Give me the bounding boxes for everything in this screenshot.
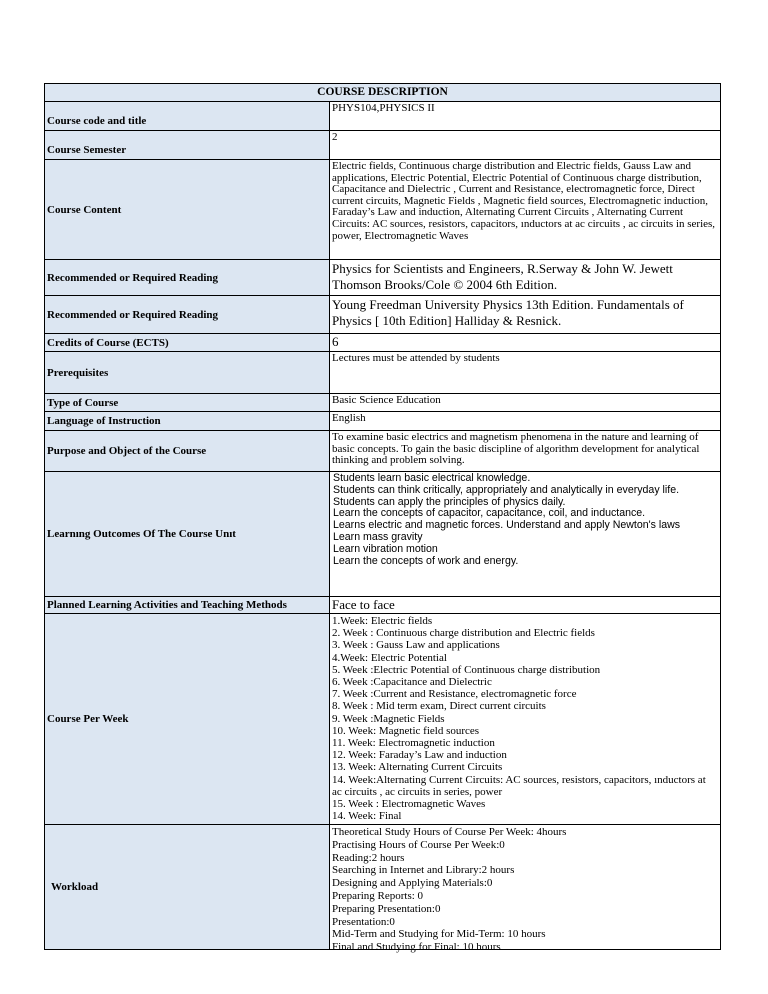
- week-item: 1.Week: Electric fields: [332, 615, 433, 627]
- outcome-item: Students can apply the principles of physics daily.: [333, 495, 566, 508]
- week-item: 11. Week: Electromagnetic induction: [332, 737, 495, 750]
- row-label: Course Semester: [45, 131, 330, 159]
- week-item: 7. Week :Current and Resistance, electromagnetic force: [332, 688, 577, 701]
- week-item: 13. Week: Alternating Current Circuits: [332, 761, 503, 774]
- row-value: English: [332, 412, 366, 424]
- row-value: Electric fields, Continuous charge distribution and Electric fields, Gauss Law and applications, Electric Potential, Electric Potential of Continuous charge distribution, Capacitance and Dielectric , Current and Resistance, electromagnetic force, Direct current circuits, Magnetic Fields , Magnetic field sources, Electromagnetic induction, Faraday’s Law and induction, Alternating Current Circuits , Alternating Current Circuits: AC sources, resistors, capacitors, ınductors at ac circuits , ac circuits in series, power, Electromagnetic Waves: [332, 160, 716, 242]
- row-label: Course code and title: [45, 102, 330, 130]
- week-item: 4.Week: Electric Potential: [332, 651, 447, 664]
- workload-item: Searching in Internet and Library:2 hours: [332, 864, 515, 877]
- workload-item: Reading:2 hours: [332, 851, 405, 864]
- table-row: [44, 614, 721, 825]
- row-label: Recommended or Required Reading: [45, 260, 330, 295]
- outcome-item: Students can think critically, appropriately and analytically in everyday life.: [333, 483, 680, 496]
- row-value: 2: [332, 131, 338, 143]
- row-value: Basic Science Education: [332, 394, 441, 406]
- row-label: Recommended or Required Reading: [45, 296, 330, 333]
- table-row: [44, 472, 721, 597]
- outcome-item: Learns electric and magnetic forces. Understand and apply Newton's laws: [333, 519, 681, 532]
- outcome-item: Learn the concepts of work and energy.: [333, 554, 519, 567]
- row-value: [330, 472, 720, 596]
- row-value: [330, 614, 720, 824]
- table-row: [44, 102, 721, 131]
- row-label: Credits of Course (ECTS): [45, 334, 330, 351]
- row-label: Workload: [45, 825, 330, 949]
- workload-item: Preparing Reports: 0: [332, 889, 424, 902]
- workload-item: Preparing Presentation:0: [332, 902, 441, 915]
- workload-item: Presentation:0: [332, 915, 395, 928]
- table-row: [44, 352, 721, 394]
- row-label: Planned Learning Activities and Teaching Methods: [45, 597, 330, 613]
- week-item: 10. Week: Magnetic field sources: [332, 724, 480, 737]
- week-item: 2. Week : Continuous charge distribution and Electric fields: [332, 627, 595, 640]
- workload-item: Final and Studying for Final: 10 hours: [332, 941, 501, 954]
- table-row: [44, 260, 721, 296]
- row-label: Type of Course: [45, 394, 330, 411]
- row-value: 6: [332, 334, 339, 349]
- row-value: To examine basic electrics and magnetism phenomena in the nature and learning of basic concepts. To gain the basic discipline of algorithm development for analytical thinking and problem solving.: [332, 431, 700, 467]
- table-row: [44, 597, 721, 614]
- row-value: Lectures must be attended by students: [332, 352, 500, 364]
- week-item: 6. Week :Capacitance and Dielectric: [332, 676, 492, 689]
- row-value: Young Freedman University Physics 13th Edition. Fundamentals of Physics [ 10th Edition] Halliday & Resnick.: [332, 297, 684, 328]
- workload-item: Theoretical Study Hours of Course Per Week: 4hours: [332, 826, 567, 838]
- outcome-item: Learn the concepts of capacitor, capacitance, coil, and inductance.: [333, 507, 646, 520]
- week-item: 15. Week : Electromagnetic Waves: [332, 798, 486, 811]
- table-row: [44, 131, 721, 160]
- week-item: 12. Week: Faraday’s Law and induction: [332, 749, 507, 762]
- table-row: [44, 412, 721, 431]
- workload-item: Mid-Term and Studying for Mid-Term: 10 hours: [332, 928, 546, 941]
- course-description-table: [44, 83, 721, 954]
- week-item: 5. Week :Electric Potential of Continuous charge distribution: [332, 663, 601, 676]
- table-row: [44, 296, 721, 334]
- week-item: 8. Week : Mid term exam, Direct current circuits: [332, 700, 546, 713]
- row-label: Learnıng Outcomes Of The Course Unıt: [45, 472, 330, 596]
- workload-item: Practising Hours of Course Per Week:0: [332, 838, 505, 851]
- row-label: Course Per Week: [45, 614, 330, 824]
- row-value: Face to face: [332, 597, 395, 612]
- table-row: [44, 431, 721, 472]
- week-item: 9. Week :Magnetic Fields: [332, 712, 445, 725]
- workload-item: Designing and Applying Materials:0: [332, 877, 493, 890]
- table-header: COURSE DESCRIPTION: [44, 83, 721, 102]
- outcome-item: Students learn basic electrical knowledge.: [333, 472, 531, 484]
- table-row: [44, 334, 721, 352]
- row-label: Purpose and Object of the Course: [45, 431, 330, 471]
- row-value: PHYS104,PHYSICS II: [332, 102, 435, 114]
- row-label: Language of Instruction: [45, 412, 330, 430]
- table-row: [44, 160, 721, 260]
- week-item: 14. Week:Alternating Current Circuits: AC sources, resistors, capacitors, ınductors at ac circuits , ac circuits in series, power: [332, 773, 706, 798]
- row-value: Physics for Scientists and Engineers, R.Serway & John W. Jewett Thomson Brooks/Cole © 2004 6th Edition.: [332, 261, 673, 292]
- outcome-item: Learn mass gravity: [333, 530, 423, 543]
- week-item: 3. Week : Gauss Law and applications: [332, 639, 500, 652]
- row-label: Prerequisites: [45, 352, 330, 393]
- row-value: [330, 825, 720, 954]
- row-label: Course Content: [45, 160, 330, 259]
- week-item: 14. Week: Final: [332, 810, 402, 823]
- table-row: [44, 825, 721, 954]
- table-row: [44, 394, 721, 412]
- outcome-item: Learn vibration motion: [333, 542, 438, 555]
